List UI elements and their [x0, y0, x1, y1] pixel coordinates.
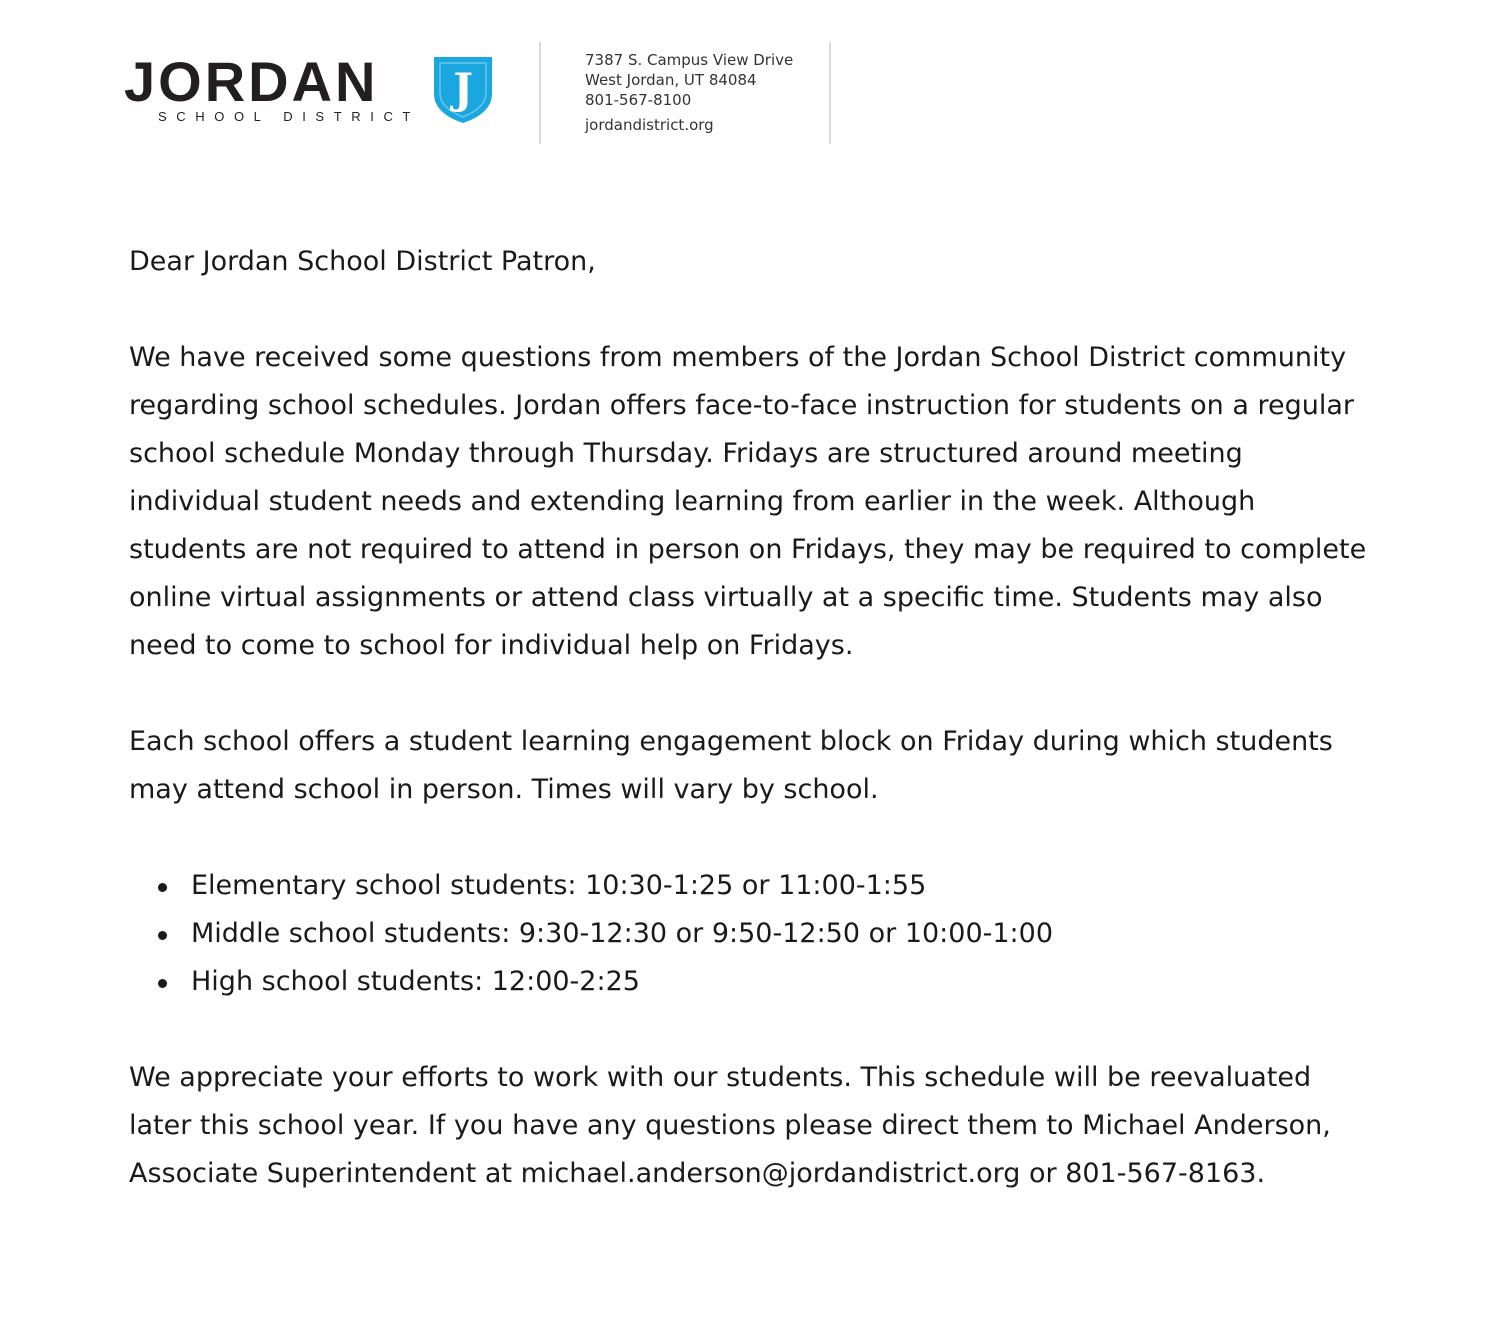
- schedule-elementary: Elementary school students: 10:30-1:25 or 11:00-1:55: [191, 870, 927, 901]
- schedule-list: [129, 862, 1379, 1006]
- list-item: [191, 910, 1379, 958]
- bullet-icon: [158, 931, 167, 940]
- closing-paragraph: We appreciate your efforts to work with our students. This schedule will be reevaluated later this school year. If you have any questions please direct them to Michael Anderson, Associate Superintendent at michael.anderson@jordandistrict.org or 801-567-8163.: [129, 1062, 1331, 1189]
- district-logo-subtitle: SCHOOL DISTRICT: [158, 109, 420, 124]
- shield-letter: J: [453, 64, 473, 113]
- schedule-high: High school students: 12:00-2:25: [191, 966, 640, 997]
- address-phone: 801-567-8100: [585, 91, 692, 109]
- letterhead: [0, 0, 1486, 160]
- address-city: West Jordan, UT 84084: [585, 71, 757, 89]
- district-address: [585, 50, 793, 135]
- schedule-middle: Middle school students: 9:30-12:30 or 9:50-12:50 or 10:00-1:00: [191, 918, 1053, 949]
- intro-paragraph: We have received some questions from members of the Jordan School District community regarding school schedules. Jordan offers face-to-face instruction for students on a regular school schedule Monday through Thursday. Fridays are structured around meeting individual student needs and extending learning from earlier in the week. Although students are not required to attend in person on Fridays, they may be required to complete online virtual assignments or attend class virtually at a specific time. Students may also need to come to school for individual help on Fridays.: [129, 342, 1367, 661]
- bullet-icon: [158, 883, 167, 892]
- address-street: 7387 S. Campus View Drive: [585, 51, 794, 69]
- header-divider-right: [829, 42, 831, 144]
- address-website: jordandistrict.org: [585, 116, 714, 134]
- district-logo-wordmark: JORDAN: [124, 50, 379, 113]
- shield-logo-icon: [430, 54, 496, 124]
- list-item: [191, 862, 1379, 910]
- engagement-paragraph: Each school offers a student learning engagement block on Friday during which students may attend school in person. Times will vary by school.: [129, 726, 1333, 805]
- list-item: [191, 958, 1379, 1006]
- letter-body: [129, 238, 1379, 1246]
- salutation: Dear Jordan School District Patron,: [129, 246, 596, 277]
- bullet-icon: [158, 979, 167, 988]
- header-divider-left: [539, 42, 541, 144]
